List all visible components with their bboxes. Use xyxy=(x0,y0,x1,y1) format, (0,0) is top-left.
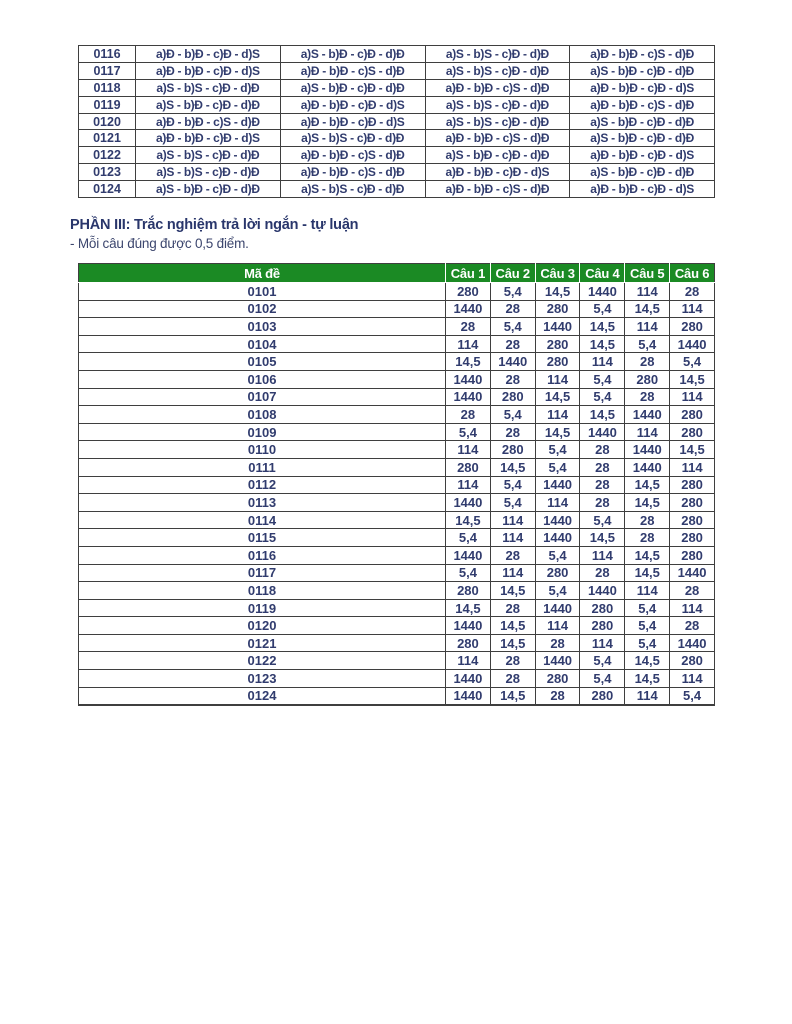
score-value-cell: 5,4 xyxy=(670,353,715,371)
answer-pattern-cell: a)S - b)Đ - c)Đ - d)Đ xyxy=(570,113,715,130)
score-value-cell: 114 xyxy=(535,406,580,424)
answer-pattern-cell: a)S - b)S - c)Đ - d)Đ xyxy=(136,147,281,164)
score-value-cell: 14,5 xyxy=(580,318,625,336)
answer-pattern-cell: a)S - b)Đ - c)Đ - d)Đ xyxy=(570,130,715,147)
score-value-cell: 114 xyxy=(670,599,715,617)
score-value-cell: 14,5 xyxy=(535,283,580,301)
exam-code-cell: 0108 xyxy=(79,406,446,424)
score-value-cell: 1440 xyxy=(490,353,535,371)
score-value-cell: 28 xyxy=(490,670,535,688)
score-value-cell: 14,5 xyxy=(580,529,625,547)
exam-code-cell: 0119 xyxy=(79,96,136,113)
section-note: - Mỗi câu đúng được 0,5 điểm. xyxy=(70,236,249,252)
answer-pattern-cell: a)S - b)S - c)Đ - d)Đ xyxy=(425,62,570,79)
score-value-cell: 280 xyxy=(580,599,625,617)
score-value-cell: 114 xyxy=(580,634,625,652)
score-value-cell: 280 xyxy=(535,670,580,688)
score-value-cell: 5,4 xyxy=(580,300,625,318)
score-value-cell: 114 xyxy=(446,441,491,459)
score-table-body xyxy=(79,283,715,706)
score-value-cell: 28 xyxy=(490,423,535,441)
short-answer-table xyxy=(78,263,715,706)
score-value-cell: 28 xyxy=(670,582,715,600)
score-value-cell: 1440 xyxy=(535,652,580,670)
answer-table-row xyxy=(79,147,715,164)
exam-code-cell: 0113 xyxy=(79,494,446,512)
score-table-row xyxy=(79,617,715,635)
score-table-row xyxy=(79,476,715,494)
answer-pattern-cell: a)S - b)S - c)Đ - d)Đ xyxy=(425,46,570,63)
exam-code-cell: 0103 xyxy=(79,318,446,336)
score-table-row xyxy=(79,634,715,652)
exam-code-cell: 0117 xyxy=(79,564,446,582)
score-value-cell: 114 xyxy=(490,529,535,547)
answer-pattern-cell: a)Đ - b)Đ - c)S - d)Đ xyxy=(280,62,425,79)
score-table-row xyxy=(79,546,715,564)
score-value-cell: 1440 xyxy=(670,335,715,353)
score-table-row xyxy=(79,423,715,441)
score-value-cell: 28 xyxy=(446,318,491,336)
score-value-cell: 114 xyxy=(625,687,670,705)
answer-pattern-cell: a)S - b)Đ - c)Đ - d)Đ xyxy=(570,62,715,79)
exam-code-cell: 0118 xyxy=(79,582,446,600)
score-value-cell: 5,4 xyxy=(490,494,535,512)
exam-code-cell: 0120 xyxy=(79,617,446,635)
score-value-cell: 280 xyxy=(446,458,491,476)
score-value-cell: 28 xyxy=(490,300,535,318)
answer-pattern-cell: a)Đ - b)Đ - c)S - d)Đ xyxy=(425,130,570,147)
score-table-row xyxy=(79,318,715,336)
exam-code-cell: 0124 xyxy=(79,181,136,198)
answer-pattern-cell: a)Đ - b)Đ - c)Đ - d)S xyxy=(136,62,281,79)
answer-pattern-cell: a)Đ - b)Đ - c)S - d)Đ xyxy=(280,147,425,164)
score-value-cell: 28 xyxy=(580,564,625,582)
exam-code-cell: 0121 xyxy=(79,130,136,147)
score-value-cell: 1440 xyxy=(446,687,491,705)
score-value-cell: 114 xyxy=(490,511,535,529)
score-value-cell: 1440 xyxy=(535,529,580,547)
score-table-row xyxy=(79,388,715,406)
score-value-cell: 1440 xyxy=(625,441,670,459)
score-value-cell: 280 xyxy=(580,687,625,705)
score-value-cell: 114 xyxy=(670,388,715,406)
score-value-cell: 5,4 xyxy=(625,617,670,635)
score-value-cell: 28 xyxy=(580,494,625,512)
answer-pattern-cell: a)Đ - b)Đ - c)Đ - d)S xyxy=(280,96,425,113)
answer-pattern-cell: a)Đ - b)Đ - c)S - d)Đ xyxy=(425,181,570,198)
score-value-cell: 1440 xyxy=(446,617,491,635)
score-value-cell: 28 xyxy=(670,617,715,635)
score-value-cell: 114 xyxy=(625,283,670,301)
score-value-cell: 280 xyxy=(670,546,715,564)
answer-pattern-cell: a)S - b)S - c)Đ - d)Đ xyxy=(280,181,425,198)
score-value-cell: 114 xyxy=(670,300,715,318)
answer-pattern-cell: a)Đ - b)Đ - c)Đ - d)S xyxy=(136,46,281,63)
score-value-cell: 5,4 xyxy=(535,441,580,459)
score-value-cell: 280 xyxy=(535,335,580,353)
score-value-cell: 280 xyxy=(580,617,625,635)
score-value-cell: 28 xyxy=(490,335,535,353)
score-value-cell: 114 xyxy=(580,546,625,564)
section-title: PHẦN III: Trắc nghiệm trả lời ngắn - tự luận xyxy=(70,217,359,234)
score-value-cell: 14,5 xyxy=(625,652,670,670)
score-value-cell: 14,5 xyxy=(625,300,670,318)
score-value-cell: 14,5 xyxy=(446,353,491,371)
score-value-cell: 5,4 xyxy=(625,335,670,353)
exam-code-cell: 0119 xyxy=(79,599,446,617)
score-value-cell: 280 xyxy=(490,388,535,406)
score-value-cell: 1440 xyxy=(625,406,670,424)
score-table-row xyxy=(79,406,715,424)
score-value-cell: 5,4 xyxy=(580,511,625,529)
exam-code-cell: 0121 xyxy=(79,634,446,652)
answer-table-row xyxy=(79,46,715,63)
true-false-answer-table xyxy=(78,45,715,198)
exam-code-cell: 0109 xyxy=(79,423,446,441)
exam-code-cell: 0101 xyxy=(79,283,446,301)
score-table-row xyxy=(79,599,715,617)
score-value-cell: 280 xyxy=(670,423,715,441)
score-value-cell: 1440 xyxy=(446,670,491,688)
answer-pattern-cell: a)Đ - b)Đ - c)Đ - d)S xyxy=(570,181,715,198)
score-value-cell: 14,5 xyxy=(625,494,670,512)
score-value-cell: 1440 xyxy=(446,300,491,318)
score-value-cell: 1440 xyxy=(535,511,580,529)
score-header-cau-2: Câu 2 xyxy=(490,264,535,283)
score-value-cell: 1440 xyxy=(446,388,491,406)
score-value-cell: 14,5 xyxy=(490,687,535,705)
score-value-cell: 5,4 xyxy=(446,423,491,441)
answer-pattern-cell: a)Đ - b)Đ - c)S - d)Đ xyxy=(425,79,570,96)
score-table-row xyxy=(79,670,715,688)
score-value-cell: 5,4 xyxy=(490,318,535,336)
exam-code-cell: 0124 xyxy=(79,687,446,705)
score-table-row xyxy=(79,687,715,705)
answer-pattern-cell: a)Đ - b)Đ - c)S - d)Đ xyxy=(570,46,715,63)
score-value-cell: 28 xyxy=(535,634,580,652)
score-value-cell: 114 xyxy=(535,494,580,512)
score-value-cell: 114 xyxy=(535,617,580,635)
score-value-cell: 28 xyxy=(490,652,535,670)
score-value-cell: 280 xyxy=(670,318,715,336)
answer-pattern-cell: a)S - b)Đ - c)Đ - d)Đ xyxy=(280,79,425,96)
answer-pattern-cell: a)Đ - b)Đ - c)S - d)Đ xyxy=(570,96,715,113)
score-value-cell: 5,4 xyxy=(625,599,670,617)
score-value-cell: 28 xyxy=(670,283,715,301)
score-value-cell: 114 xyxy=(670,458,715,476)
score-value-cell: 114 xyxy=(670,670,715,688)
exam-code-cell: 0118 xyxy=(79,79,136,96)
score-value-cell: 1440 xyxy=(580,582,625,600)
score-value-cell: 1440 xyxy=(446,370,491,388)
answer-pattern-cell: a)Đ - b)Đ - c)S - d)Đ xyxy=(136,113,281,130)
score-value-cell: 280 xyxy=(670,511,715,529)
score-value-cell: 5,4 xyxy=(625,634,670,652)
answer-pattern-cell: a)S - b)S - c)Đ - d)Đ xyxy=(136,164,281,181)
exam-code-cell: 0110 xyxy=(79,441,446,459)
score-value-cell: 1440 xyxy=(580,283,625,301)
score-value-cell: 28 xyxy=(625,388,670,406)
score-value-cell: 14,5 xyxy=(625,476,670,494)
score-table-header xyxy=(79,264,715,283)
score-table-row xyxy=(79,652,715,670)
answer-pattern-cell: a)S - b)Đ - c)Đ - d)Đ xyxy=(425,147,570,164)
score-value-cell: 5,4 xyxy=(670,687,715,705)
exam-code-cell: 0117 xyxy=(79,62,136,79)
score-value-cell: 1440 xyxy=(670,634,715,652)
answer-pattern-cell: a)S - b)S - c)Đ - d)Đ xyxy=(425,113,570,130)
score-value-cell: 28 xyxy=(580,441,625,459)
exam-code-cell: 0116 xyxy=(79,46,136,63)
score-value-cell: 14,5 xyxy=(490,458,535,476)
score-table-row xyxy=(79,441,715,459)
score-value-cell: 280 xyxy=(670,476,715,494)
score-table-row xyxy=(79,458,715,476)
score-value-cell: 14,5 xyxy=(670,441,715,459)
score-value-cell: 5,4 xyxy=(490,406,535,424)
score-table-row xyxy=(79,494,715,512)
score-header-ma-de: Mã đề xyxy=(79,264,446,283)
score-value-cell: 28 xyxy=(490,599,535,617)
score-value-cell: 280 xyxy=(670,406,715,424)
answer-table-row xyxy=(79,164,715,181)
score-value-cell: 280 xyxy=(490,441,535,459)
answer-table-body xyxy=(79,46,715,198)
score-value-cell: 280 xyxy=(670,652,715,670)
answer-pattern-cell: a)Đ - b)Đ - c)Đ - d)S xyxy=(425,164,570,181)
exam-code-cell: 0105 xyxy=(79,353,446,371)
score-value-cell: 114 xyxy=(446,335,491,353)
score-table-row xyxy=(79,529,715,547)
score-table-row xyxy=(79,564,715,582)
score-value-cell: 5,4 xyxy=(535,458,580,476)
score-value-cell: 14,5 xyxy=(670,370,715,388)
answer-pattern-cell: a)Đ - b)Đ - c)Đ - d)S xyxy=(280,113,425,130)
exam-code-cell: 0104 xyxy=(79,335,446,353)
score-value-cell: 5,4 xyxy=(490,476,535,494)
answer-table-row xyxy=(79,113,715,130)
score-value-cell: 114 xyxy=(446,652,491,670)
answer-pattern-cell: a)Đ - b)Đ - c)Đ - d)S xyxy=(136,130,281,147)
score-value-cell: 14,5 xyxy=(625,564,670,582)
score-header-cau-6: Câu 6 xyxy=(670,264,715,283)
score-value-cell: 114 xyxy=(625,318,670,336)
score-header-row xyxy=(79,264,715,283)
answer-pattern-cell: a)S - b)Đ - c)Đ - d)Đ xyxy=(570,164,715,181)
score-value-cell: 280 xyxy=(670,494,715,512)
score-value-cell: 114 xyxy=(625,582,670,600)
score-table-row xyxy=(79,511,715,529)
exam-code-cell: 0106 xyxy=(79,370,446,388)
exam-code-cell: 0123 xyxy=(79,670,446,688)
answer-pattern-cell: a)Đ - b)Đ - c)Đ - d)S xyxy=(570,79,715,96)
exam-code-cell: 0123 xyxy=(79,164,136,181)
score-value-cell: 280 xyxy=(535,353,580,371)
score-value-cell: 5,4 xyxy=(446,529,491,547)
score-value-cell: 28 xyxy=(446,406,491,424)
answer-pattern-cell: a)S - b)Đ - c)Đ - d)Đ xyxy=(280,46,425,63)
score-value-cell: 5,4 xyxy=(535,546,580,564)
score-header-cau-1: Câu 1 xyxy=(446,264,491,283)
exam-code-cell: 0120 xyxy=(79,113,136,130)
score-value-cell: 14,5 xyxy=(490,617,535,635)
score-header-cau-5: Câu 5 xyxy=(625,264,670,283)
score-value-cell: 1440 xyxy=(580,423,625,441)
score-value-cell: 14,5 xyxy=(490,582,535,600)
score-value-cell: 114 xyxy=(535,370,580,388)
score-header-cau-4: Câu 4 xyxy=(580,264,625,283)
score-value-cell: 28 xyxy=(625,511,670,529)
exam-code-cell: 0102 xyxy=(79,300,446,318)
score-value-cell: 28 xyxy=(490,370,535,388)
score-value-cell: 1440 xyxy=(535,599,580,617)
score-value-cell: 5,4 xyxy=(580,370,625,388)
score-value-cell: 1440 xyxy=(535,318,580,336)
score-value-cell: 14,5 xyxy=(580,406,625,424)
score-value-cell: 1440 xyxy=(625,458,670,476)
score-value-cell: 280 xyxy=(446,582,491,600)
score-value-cell: 280 xyxy=(625,370,670,388)
score-value-cell: 114 xyxy=(625,423,670,441)
score-value-cell: 28 xyxy=(490,546,535,564)
score-value-cell: 280 xyxy=(446,634,491,652)
score-value-cell: 5,4 xyxy=(446,564,491,582)
score-value-cell: 114 xyxy=(490,564,535,582)
answer-table-row xyxy=(79,130,715,147)
score-header-cau-3: Câu 3 xyxy=(535,264,580,283)
score-value-cell: 1440 xyxy=(446,494,491,512)
score-value-cell: 5,4 xyxy=(580,670,625,688)
score-value-cell: 280 xyxy=(670,529,715,547)
score-value-cell: 280 xyxy=(535,564,580,582)
score-value-cell: 14,5 xyxy=(535,388,580,406)
score-value-cell: 5,4 xyxy=(580,652,625,670)
score-table-row xyxy=(79,582,715,600)
score-table-row xyxy=(79,283,715,301)
answer-pattern-cell: a)S - b)S - c)Đ - d)Đ xyxy=(136,79,281,96)
answer-pattern-cell: a)Đ - b)Đ - c)S - d)Đ xyxy=(280,164,425,181)
score-value-cell: 14,5 xyxy=(490,634,535,652)
score-table-row xyxy=(79,300,715,318)
exam-code-cell: 0114 xyxy=(79,511,446,529)
answer-pattern-cell: a)S - b)Đ - c)Đ - d)Đ xyxy=(136,96,281,113)
answer-table-row xyxy=(79,79,715,96)
score-value-cell: 14,5 xyxy=(625,546,670,564)
score-value-cell: 1440 xyxy=(535,476,580,494)
score-value-cell: 14,5 xyxy=(446,599,491,617)
score-value-cell: 5,4 xyxy=(580,388,625,406)
score-value-cell: 1440 xyxy=(446,546,491,564)
score-value-cell: 5,4 xyxy=(535,582,580,600)
exam-code-cell: 0122 xyxy=(79,652,446,670)
score-value-cell: 28 xyxy=(580,476,625,494)
answer-table-row xyxy=(79,96,715,113)
answer-table-row xyxy=(79,181,715,198)
answer-pattern-cell: a)S - b)S - c)Đ - d)Đ xyxy=(280,130,425,147)
answer-table-row xyxy=(79,62,715,79)
score-value-cell: 28 xyxy=(625,353,670,371)
score-value-cell: 28 xyxy=(580,458,625,476)
score-value-cell: 280 xyxy=(535,300,580,318)
score-value-cell: 280 xyxy=(446,283,491,301)
answer-pattern-cell: a)S - b)S - c)Đ - d)Đ xyxy=(425,96,570,113)
score-value-cell: 1440 xyxy=(670,564,715,582)
exam-code-cell: 0112 xyxy=(79,476,446,494)
score-table-row xyxy=(79,353,715,371)
score-table-row xyxy=(79,370,715,388)
score-value-cell: 14,5 xyxy=(625,670,670,688)
score-value-cell: 28 xyxy=(535,687,580,705)
score-value-cell: 5,4 xyxy=(490,283,535,301)
answer-pattern-cell: a)S - b)Đ - c)Đ - d)Đ xyxy=(136,181,281,198)
exam-code-cell: 0115 xyxy=(79,529,446,547)
score-value-cell: 28 xyxy=(625,529,670,547)
score-value-cell: 114 xyxy=(580,353,625,371)
answer-pattern-cell: a)Đ - b)Đ - c)Đ - d)S xyxy=(570,147,715,164)
score-table-row xyxy=(79,335,715,353)
score-value-cell: 14,5 xyxy=(535,423,580,441)
score-value-cell: 14,5 xyxy=(580,335,625,353)
exam-code-cell: 0111 xyxy=(79,458,446,476)
score-value-cell: 114 xyxy=(446,476,491,494)
exam-code-cell: 0107 xyxy=(79,388,446,406)
exam-code-cell: 0122 xyxy=(79,147,136,164)
exam-code-cell: 0116 xyxy=(79,546,446,564)
score-value-cell: 14,5 xyxy=(446,511,491,529)
page-content xyxy=(70,45,715,706)
